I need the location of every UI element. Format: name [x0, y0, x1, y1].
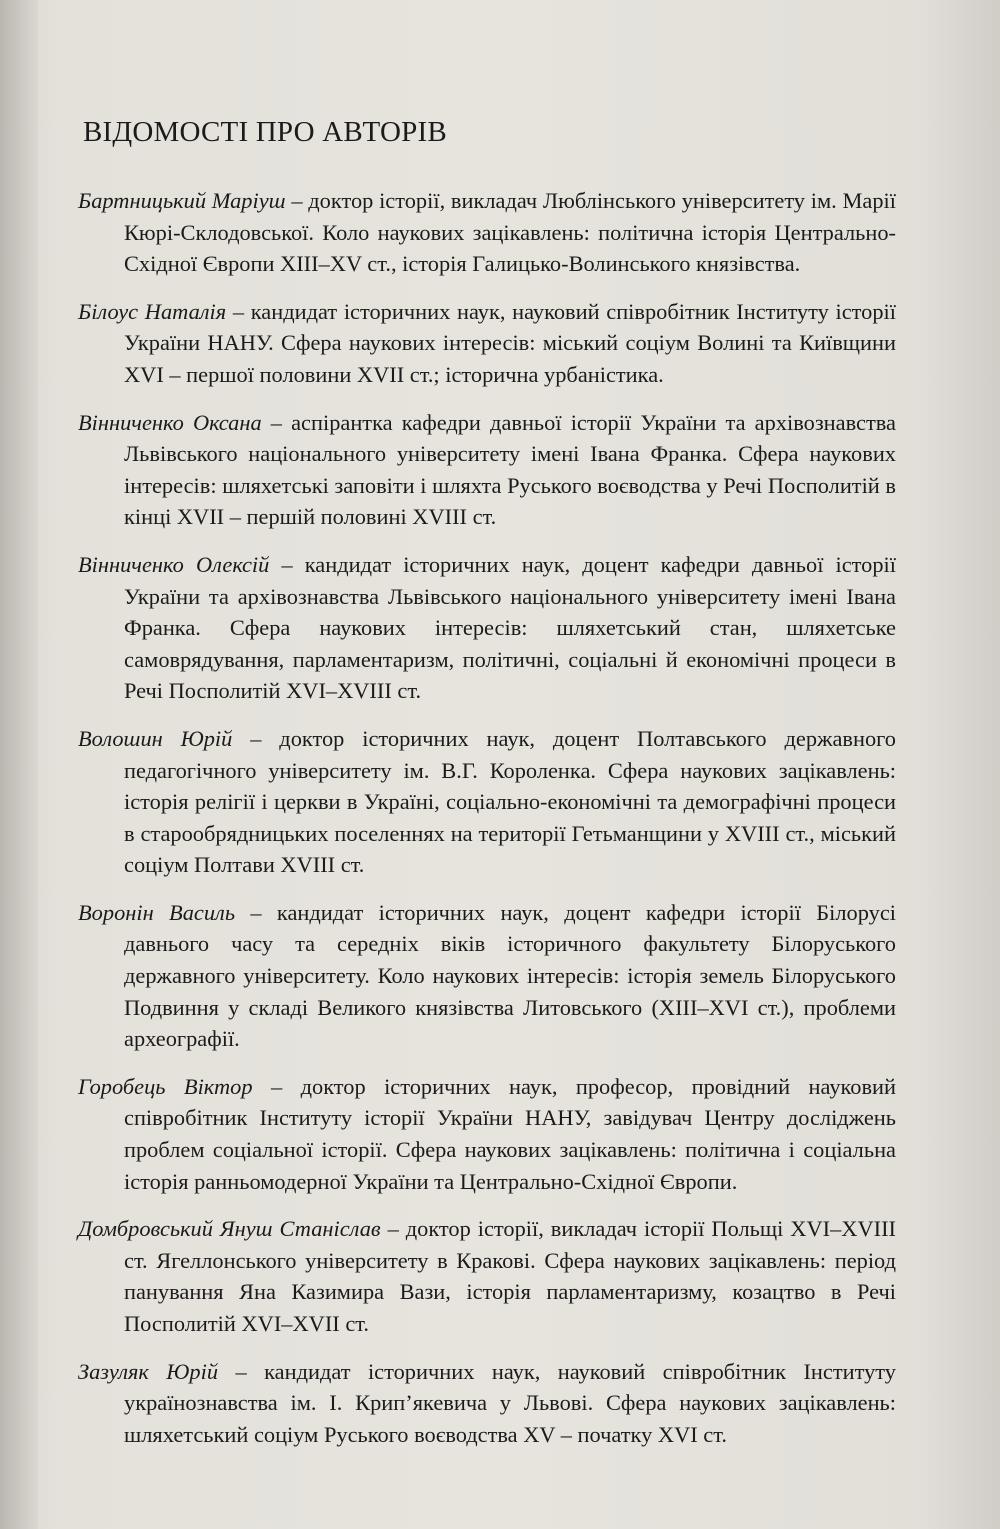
author-name: Бартницький Маріуш — [78, 188, 286, 213]
author-entry — [78, 185, 896, 280]
author-name: Вінниченко Олексій — [78, 551, 270, 577]
page-content — [78, 116, 896, 1466]
author-bio: – доктор історії, викладач Люблінського університету ім. Марії Кюрі-Склодовської. Коло наукових зацікавлень: політична історія Центрально-Східної Європи XIII–XV ст., історія Галицько-Волинського князівства. — [124, 188, 896, 277]
author-entry — [78, 723, 896, 881]
author-name: Воронін Василь — [78, 899, 236, 925]
author-bio: – кандидат історичних наук, науковий співробітник Інституту українознавства ім. І. Крип’якевича у Львові. Сфера наукових зацікавлень: шляхетський соціум Руського воєводства XV – початку XVI ст. — [124, 1358, 896, 1447]
author-bio: – доктор історичних наук, доцент Полтавського державного педагогічного університету ім. В.Г. Короленка. Сфера наукових зацікавлень: історія релігії і церкви в Україні, соціально-економічні та демографічні процеси в старообрядницьких поселеннях на території Гетьманщини у XVIII ст., міський соціум Полтави XVIII ст. — [124, 725, 896, 878]
author-name: Волошин Юрій — [78, 725, 233, 751]
author-name: Зазуляк Юрій — [78, 1358, 219, 1384]
author-bio: – доктор історії, викладач історії Польщі XVI–XVIII ст. Ягеллонського університету в Кракові. Сфера наукових зацікавлень: період панування Яна Казимира Вази, історія парламентаризму, козацтво в Речі Посполитій XVI–XVII ст. — [124, 1216, 896, 1336]
author-bio: – кандидат історичних наук, доцент кафедри історії Білорусі давнього часу та середніх віків історичного факультету Білоруського державного університету. Коло наукових інтересів: історія земель Білоруського Подвиння у складі Великого князівства Литовського (XIII–XVI ст.), проблеми археографії. — [124, 899, 896, 1052]
author-name: Вінниченко Оксана — [78, 409, 262, 435]
author-entry — [78, 407, 896, 533]
author-name: Білоус Наталія — [78, 298, 227, 324]
page-title: ВІДОМОСТІ ПРО АВТОРІВ — [83, 116, 447, 148]
author-name: Домбровський Януш Станіслав — [78, 1216, 381, 1242]
author-name: Горобець Віктор — [78, 1073, 253, 1099]
author-bio: – кандидат історичних наук, науковий співробітник Інституту історії України НАНУ. Сфера наукових інтересів: міський соціум Волині та Київщини XVI – першої половини XVII ст.; історична урбаністика. — [124, 298, 896, 387]
author-bio: – кандидат історичних наук, доцент кафедри давньої історії України та архівознавства Львівського національного університету імені Івана Франка. Сфера наукових інтересів: шляхетський стан, шляхетське самоврядування, парламентаризм, політичні, соціальні й економічні процеси в Речі Посполитій XVI–XVIII ст. — [124, 551, 896, 704]
author-entry — [78, 296, 896, 391]
author-entry — [78, 1213, 896, 1339]
author-entry — [78, 1071, 896, 1197]
author-entry — [78, 1356, 896, 1451]
author-entry — [78, 897, 896, 1055]
author-bio: – аспірантка кафедри давньої історії України та архівознавства Львівського національного університету імені Івана Франка. Сфера наукових інтересів: шляхетські заповіти і шляхта Руського воєводства у Речі Посполитій в кінці XVII – першій половині XVIII ст. — [124, 409, 896, 530]
author-entry — [78, 549, 896, 707]
author-bio: – доктор історичних наук, професор, провідний науковий співробітник Інституту історії України НАНУ, завідувач Центру досліджень проблем соціальної історії. Сфера наукових зацікавлень: політична і соціальна історія ранньомодерної України та Центрально-Східної Європи. — [124, 1073, 896, 1194]
book-spine-shadow — [0, 0, 38, 1529]
